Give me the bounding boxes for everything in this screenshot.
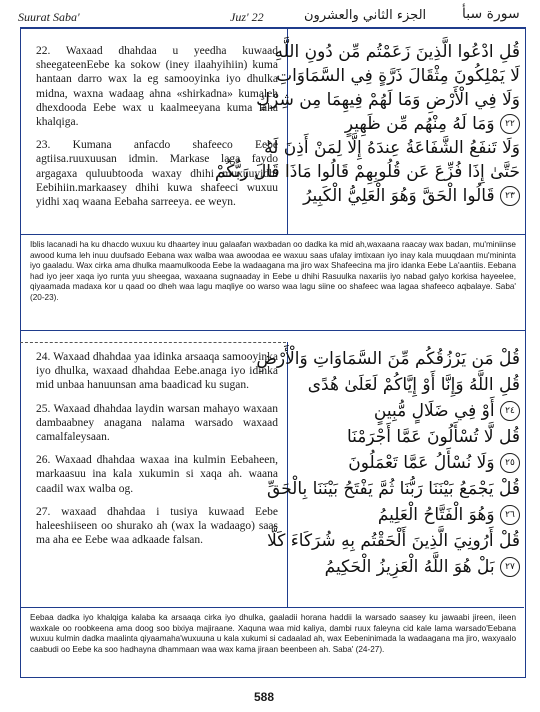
- arabic-line: وَلَا تَنفَعُ الشَّفَاعَةُ عِندَهُ إِلَّا لِمَنْ أَذِنَ لَهُ: [264, 138, 520, 158]
- commentary-top: [30, 240, 516, 304]
- section-divider-top: [20, 234, 526, 235]
- verse-translation: 25. Waxaad dhahdaa laydin warsan mahayo waxaan dambaabney anagana nalama warsado waxaad camalfaleysaan.: [36, 402, 278, 444]
- verse-number-mark: ٢٣: [500, 186, 520, 206]
- verse-translation: 24. Waxaad dhahdaa yaa idinka arsaaqa samooyinka iyo dhulka, waxaad dhahdaa Eebe.anaga iyo idinka mid unbaa hanuunsan ama baadicad ku sugan.: [36, 351, 278, 392]
- dashed-rule: [20, 342, 286, 343]
- verse-number-mark: ٢٥: [500, 453, 520, 473]
- arabic-line: وَهُوَ الْفَتَّاحُ الْعَلِيمُ: [377, 505, 495, 525]
- commentary-bottom: [30, 613, 516, 655]
- verse-translation: 23. Kumana anfacdo shafeeco Eebe agtiisa.ruuxuusan idmin. Markase laga faydo argagaxa quluubtooda waxay dhihi muxuuyidhi Eebihiin.markaasey dhihi kuwa shafeeci wuxuu yidhi xaq waana Eebaha sarreeya. ee weyn.: [36, 139, 278, 209]
- verse-number-mark: ٢٧: [500, 557, 520, 577]
- arabic-text-top: [214, 40, 520, 208]
- somali-translation-top: [36, 44, 278, 218]
- juz-label: Juz' 22: [230, 10, 264, 24]
- arabic-line: وَلَا فِي الْأَرْضِ وَمَا لَهُمْ فِيهِمَا مِن شِرْكٍ: [256, 90, 520, 110]
- page-header: [12, 6, 528, 28]
- arabic-line: قُل لَّا تُسْأَلُونَ عَمَّا أَجْرَمْنَا: [346, 427, 520, 447]
- arabic-line: قُلْ أَرُونِيَ الَّذِينَ أَلْحَقْتُم بِهِ شُرَكَاءَ كَلَّا: [267, 531, 520, 551]
- verse-translation: 27. waxaad dhahdaa i tusiya kuwaad Eebe haleeshiiseen oo shurako ah (wax la wadaago) saas ma aha ee Eebe waa adkaade falsan.: [36, 505, 278, 547]
- arabic-line: أَوْ فِي ضَلَالٍ مُّبِينٍ: [373, 401, 495, 421]
- arabic-line: وَمَا لَهُ مِنْهُم مِّن ظَهِيرٍ: [344, 114, 495, 134]
- commentary-text: Eebaa dadka iyo khalqiga kalaba ka arsaaqa cirka iyo dhulka, gaaladii horana haddii la warsado saasey ku jawaabi jireen, ileen waxkale oo roobkeena ama doog soo bixiya majiraane. Xaquna waa mid kaliya, dambi ruux faleyna cid kale lama warsado'Eebana wuxuu kulmin dadka maalinta qiyaamaha'wuxuuna u kala xukumi si cadaalad ah, wax Eebeninimada la wadaagana ma jiro, waxyaalo caabudi oo Eebe ka soo hadhayna dhammaan waa wax kama jiraan beenbeen ah. Saba' (24-27).: [30, 613, 516, 654]
- arabic-line: قُلِ ادْعُوا الَّذِينَ زَعَمْتُم مِّن دُونِ اللَّهِ: [274, 42, 520, 62]
- arabic-line: قُلْ مَن يَرْزُقُكُم مِّنَ السَّمَاوَاتِ وَالْأَرْضِ: [256, 349, 520, 369]
- commentary-text: Iblis lacanadi ha ku dhacdo wuxuu ku dhaartey inuu galaafan waxbadan oo dadka ka mid ah,waxaana raacay wax badan, mu'miniinse awood kuma leh inuu duufsado Eebana wax walba waa awoodaa ee waxuu saas ufalay imtixaan iyo inay kala muuqdaan mu'mininta iyo gaaladu. Wax cirka ama dhulka maamulkooda Eebe la wadaagana ma jiro wax Shafeecina ma jiro idanka Eebe La'aantiis. Eebana had iyo jeer xaqa iyo runta yuu sheegaa, waxaana sugnaaday in Eebe u dhihi Rasuulka naxariis iyo nabad galyo korkisa hayeelee, qiyaamada madaxa kor u qaad oo dheh waa lagu maqliye oo warso waa lagu siine oo shafeec waa lagaa shafeeco aqbalaye. Saba' (20-23).: [30, 240, 516, 302]
- arabic-line: بَلْ هُوَ اللَّهُ الْعَزِيزُ الْحَكِيمُ: [324, 557, 495, 577]
- section-divider-bottom: [20, 607, 524, 608]
- verse-number-mark: ٢٢: [500, 114, 520, 134]
- verse-translation: 26. Waxaad dhahdaa waxaa ina kulmin Eebaheen, markaasuu ina kala xukumin si xaqa ah. waana caadil wax walba og.: [36, 454, 278, 495]
- arabic-line: قَالُوا الْحَقَّ وَهُوَ الْعَلِيُّ الْكَبِيرُ: [303, 186, 495, 206]
- arabic-surah-label: سورة سبأ: [462, 6, 520, 22]
- column-divider-bottom: [287, 342, 288, 607]
- arabic-line: قُلِ اللَّهُ وَإِنَّا أَوْ إِيَّاكُمْ لَعَلَىٰ هُدًى: [307, 375, 520, 395]
- verse-translation: 22. Waxaad dhahdaa u yeedha kuwaad sheegateenEebe ka sokow (iney ilaahyihiin) kuma hantaan darro wax la eg samooyinka iyo dhulka midna, waxna wadaag ahna «shirkadna» kumaleh dhexdooda Eebe wax u kaalmeeyana kuma laha khalqiga.: [36, 45, 278, 129]
- verse-number-mark: ٢٤: [500, 401, 520, 421]
- arabic-line: لَا يَمْلِكُونَ مِثْقَالَ ذَرَّةٍ فِي السَّمَاوَاتِ: [276, 66, 520, 86]
- section-divider-middle: [20, 330, 526, 331]
- arabic-juz-label: الجزء الثاني والعشرون: [304, 8, 427, 23]
- arabic-text-bottom: [256, 346, 520, 580]
- verse-number-mark: ٢٦: [500, 505, 520, 525]
- somali-translation-bottom: [36, 350, 278, 556]
- arabic-line: حَتَّىٰ إِذَا فُزِّعَ عَن قُلُوبِهِمْ قَالُوا مَاذَا قَالَ رَبُّكُمْ: [214, 162, 520, 182]
- page-number: 588: [254, 690, 275, 704]
- arabic-line: قُلْ يَجْمَعُ بَيْنَنَا رَبُّنَا ثُمَّ يَفْتَحُ بَيْنَنَا بِالْحَقِّ: [267, 479, 520, 499]
- arabic-line: وَلَا نُسْأَلُ عَمَّا تَعْمَلُونَ: [348, 453, 495, 473]
- surah-name: Suurat Saba': [18, 10, 80, 24]
